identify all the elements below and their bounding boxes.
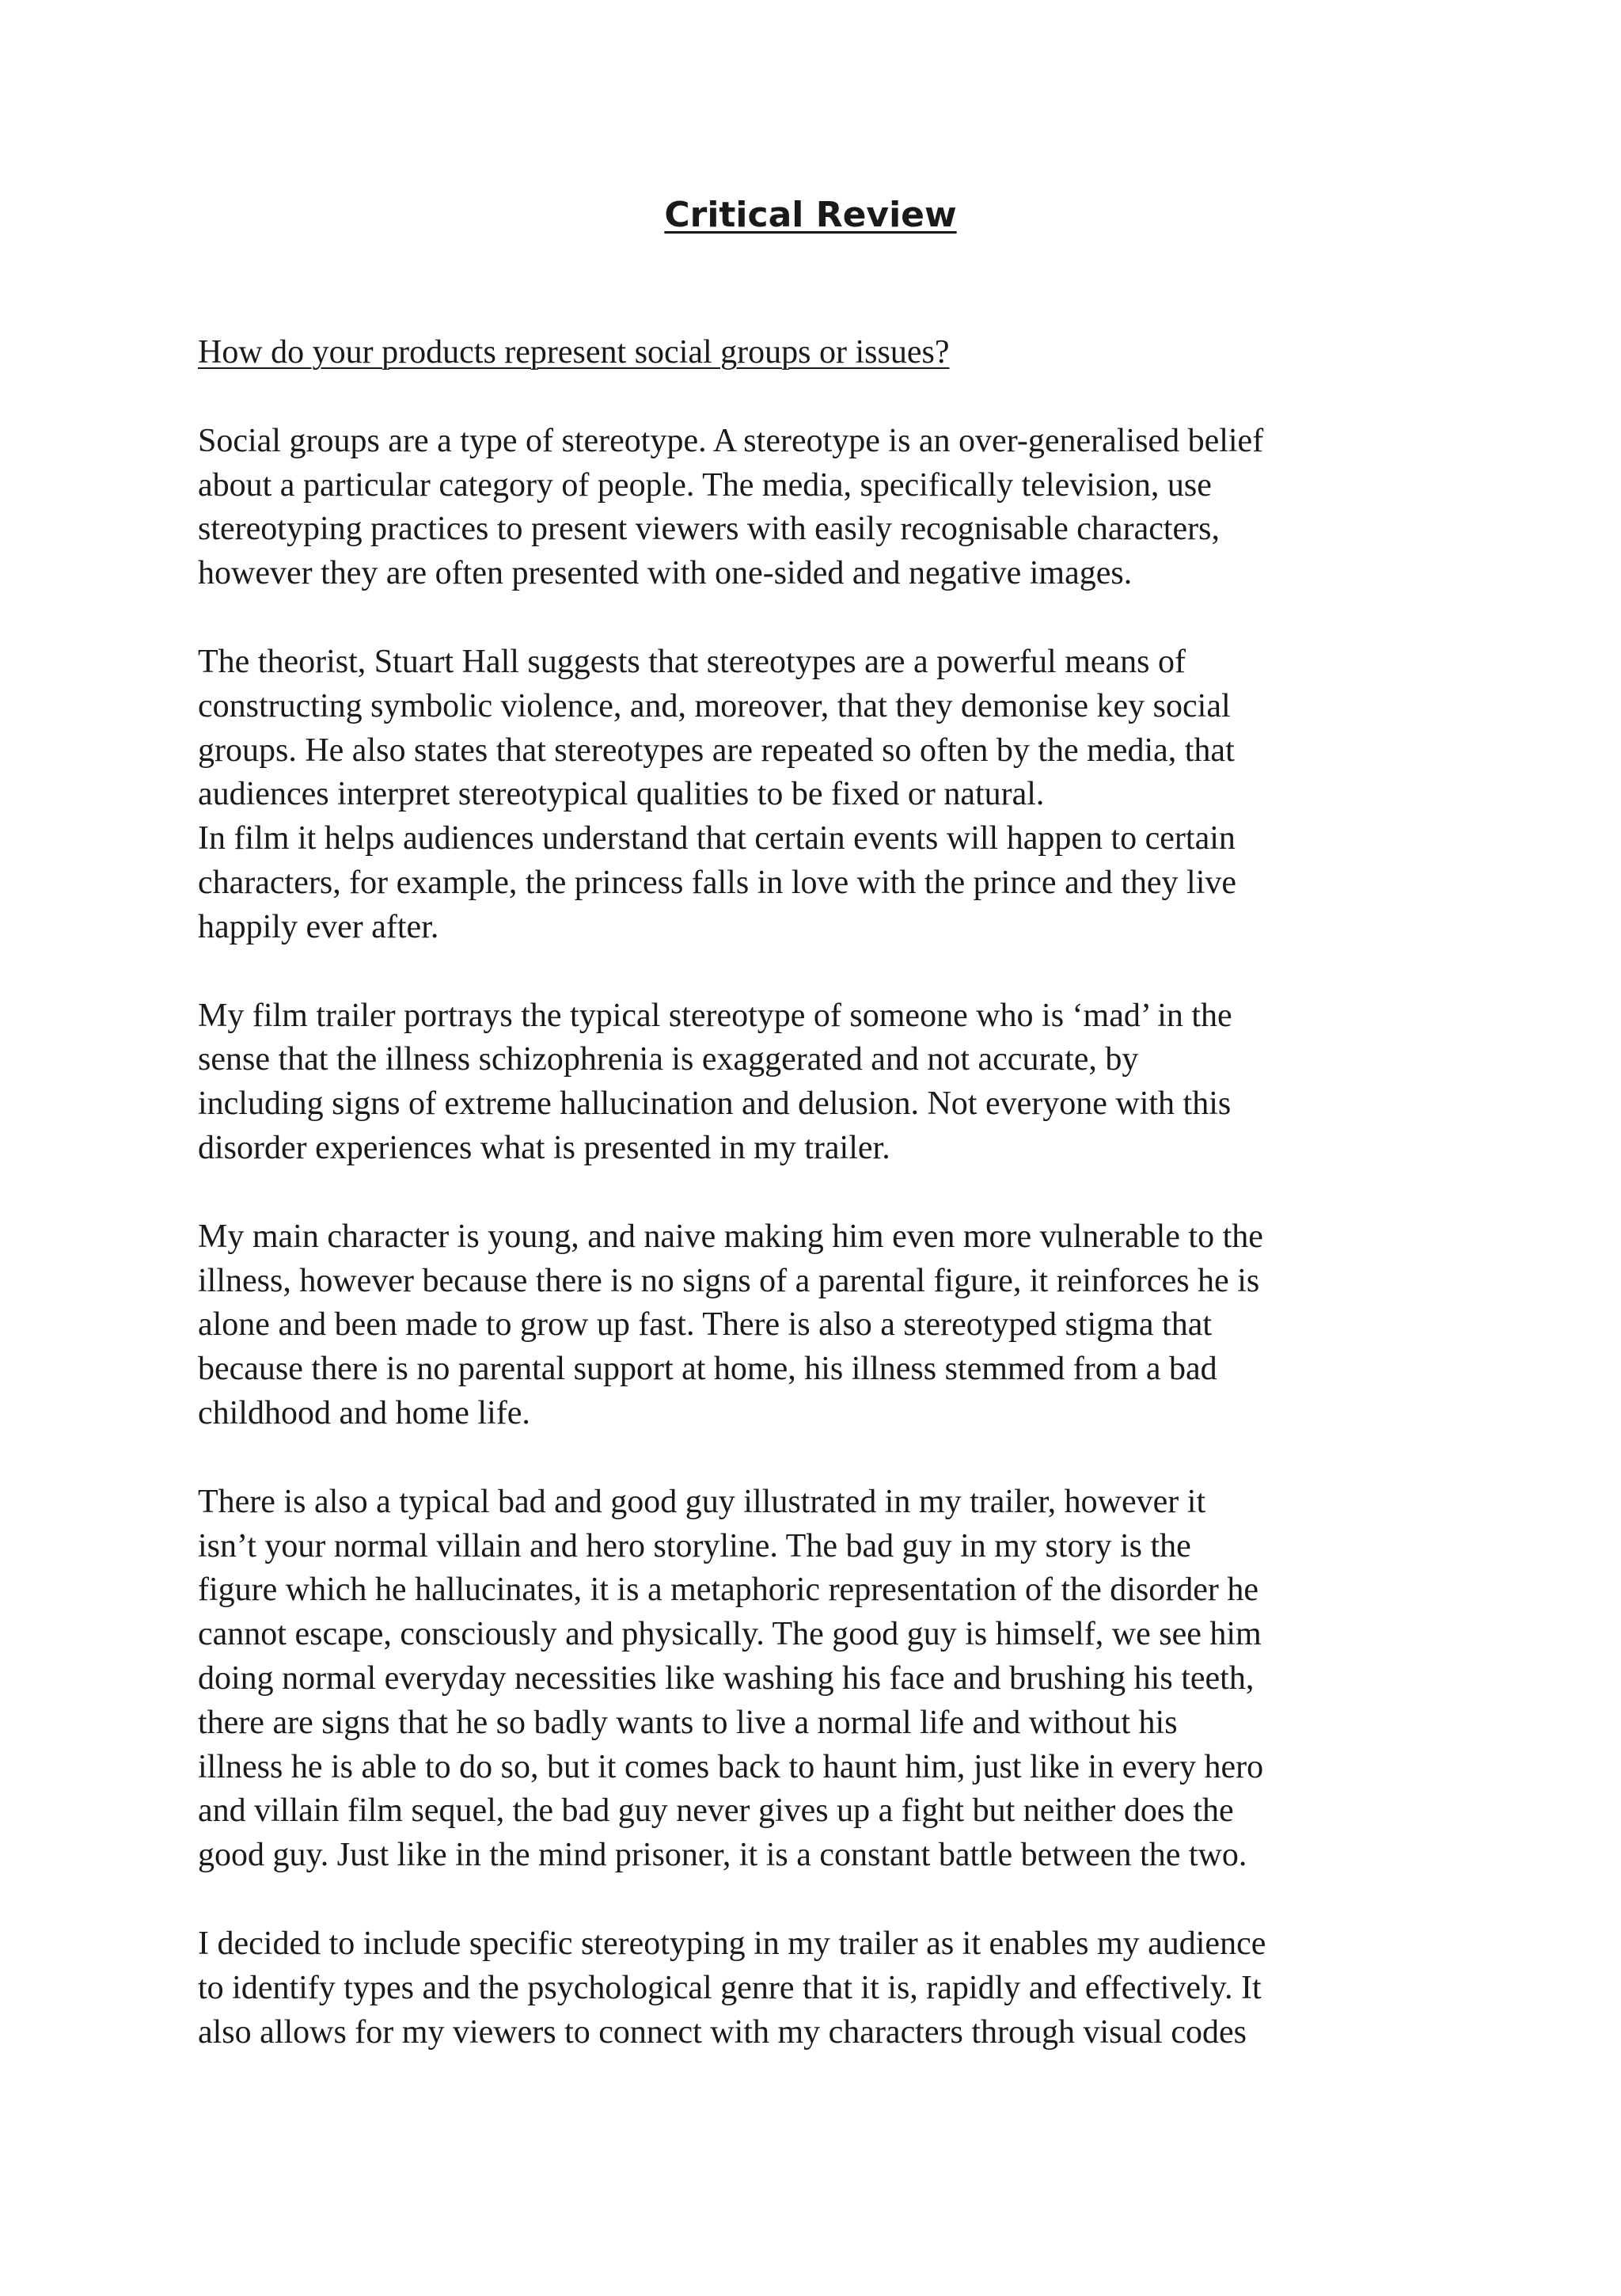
text-line: and villain film sequel, the bad guy never gives up a fight but neither does the [198,1792,1234,1830]
text-line: illness, however because there is no signs of a parental figure, it reinforces he is [198,1262,1260,1299]
text-line: constructing symbolic violence, and, moreover, that they demonise key social [198,687,1231,724]
text-line: isn’t your normal villain and hero storyline. The bad guy in my story is the [198,1527,1191,1564]
text-line: audiences interpret stereotypical qualities to be fixed or natural. [198,776,1045,813]
text-line: sense that the illness schizophrenia is exaggerated and not accurate, by [198,1041,1139,1078]
text-line: alone and been made to grow up fast. There is also a stereotyped stigma that [198,1306,1212,1344]
paragraph [198,817,1448,949]
text-line: There is also a typical bad and good guy illustrated in my trailer, however it [198,1483,1206,1520]
text-line: I decided to include specific stereotyping in my trailer as it enables my audience [198,1925,1266,1962]
text-line: figure which he hallucinates, it is a metaphoric representation of the disorder he [198,1572,1259,1609]
text-line: happily ever after. [198,908,439,945]
text-line: The theorist, Stuart Hall suggests that stereotypes are a powerful means of [198,643,1186,680]
text-line: disorder experiences what is presented in my trailer. [198,1129,890,1166]
document-body [198,331,1448,2099]
text-line: My film trailer portrays the typical stereotype of someone who is ‘mad’ in the [198,997,1232,1034]
text-line: about a particular category of people. The media, specifically television, use [198,466,1212,504]
text-line: Social groups are a type of stereotype. A stereotype is an over-generalised belief [198,422,1264,459]
text-line: groups. He also states that stereotypes are repeated so often by the media, that [198,732,1235,769]
text-line: there are signs that he so badly wants to live a normal life and without his [198,1704,1178,1741]
question-heading: How do your products represent social groups or issues? [198,334,950,371]
text-line: stereotyping practices to present viewers with easily recognisable characters, [198,511,1220,548]
text-line: cannot escape, consciously and physically. The good guy is himself, we see him [198,1616,1262,1653]
text-line: however they are often presented with one-sided and negative images. [198,555,1133,592]
text-line: My main character is young, and naive making him even more vulnerable to the [198,1218,1263,1255]
text-line: characters, for example, the princess falls in love with the prince and they live [198,864,1237,901]
text-line: good guy. Just like in the mind prisoner, it is a constant battle between the two. [198,1837,1247,1874]
paragraph [198,1922,1448,2055]
paragraph [198,1215,1448,1436]
paragraph [198,994,1448,1171]
text-line: illness he is able to do so, but it comes back to haunt him, just like in every hero [198,1748,1264,1785]
text-line: In film it helps audiences understand that certain events will happen to certain [198,820,1236,857]
text-line: doing normal everyday necessities like washing his face and brushing his teeth, [198,1659,1255,1697]
paragraph [198,420,1448,596]
text-line: also allows for my viewers to connect with my characters through visual codes [198,2013,1247,2051]
page-title: Critical Review [664,195,957,235]
text-line: to identify types and the psychological genre that it is, rapidly and effectively. It [198,1969,1262,2006]
text-line: childhood and home life. [198,1394,530,1431]
paragraph [198,641,1448,817]
text-line: including signs of extreme hallucination and delusion. Not everyone with this [198,1085,1232,1123]
paragraph [198,1481,1448,1878]
text-line: because there is no parental support at home, his illness stemmed from a bad [198,1351,1217,1388]
